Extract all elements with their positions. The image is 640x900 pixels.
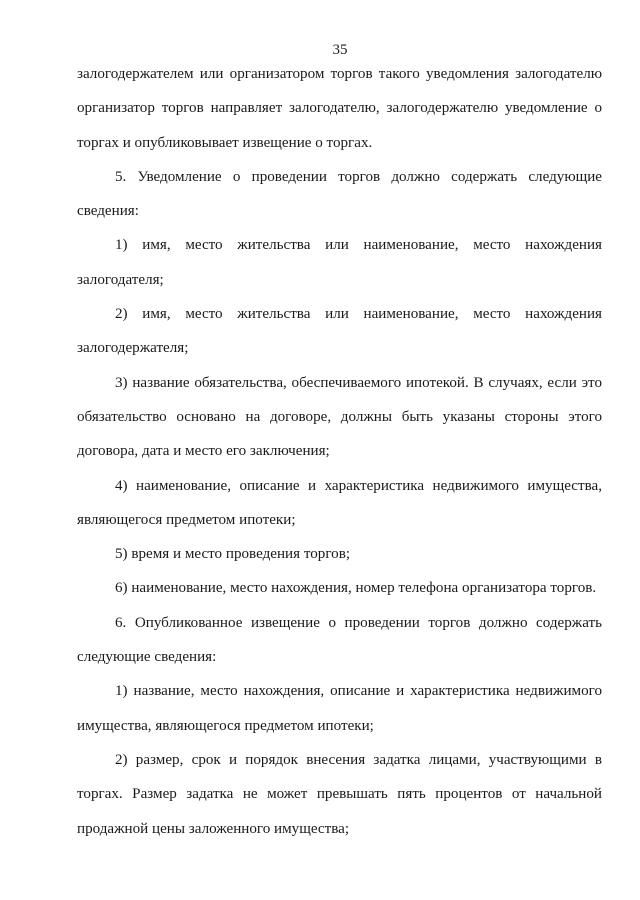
document-body [77, 57, 602, 846]
paragraph-subitem-3-obligation: 3) название обязательства, обеспечиваемого ипотекой. В случаях, если это обязательство основано на договоре, должны быть указаны стороны этого договора, дата и место его заключения; [77, 374, 602, 460]
paragraph-subitem-2-deposit: 2) размер, срок и порядок внесения задатка лицами, участвующими в торгах. Размер задатка не может превышать пять процентов от начальной продажной цены заложенного имущества; [77, 751, 602, 837]
paragraph-item-6-published-notice: 6. Опубликованное извещение о проведении торгов должно содержать следующие сведения: [77, 614, 602, 666]
paragraph-subitem-1-property-description: 1) название, место нахождения, описание и характеристика недвижимого имущества, являющегося предметом ипотеки; [77, 683, 602, 734]
paragraph-item-5-notice-contents: 5. Уведомление о проведении торгов должно содержать следующие сведения: [77, 168, 602, 220]
paragraph-subitem-5-time-place: 5) время и место проведения торгов; [115, 546, 351, 563]
page-number: 35 [332, 42, 348, 58]
paragraph-subitem-6-organizer: 6) наименование, место нахождения, номер телефона организатора торгов. [115, 580, 597, 597]
paragraph-subitem-2-pledgee: 2) имя, место жительства или наименование, место нахождения залогодержателя; [77, 306, 602, 357]
paragraph-continuation: залогодержателем или организатором торгов такого уведомления залогодателю организатор торгов направляет залогодателю, залогодержателю уведомление о торгах и опубликовывает извещение о торгах. [77, 66, 602, 151]
paragraph-subitem-1-pledgor: 1) имя, место жительства или наименование, место нахождения залогодателя; [77, 237, 602, 288]
paragraph-subitem-4-property: 4) наименование, описание и характеристика недвижимого имущества, являющегося предметом ипотеки; [77, 477, 602, 528]
